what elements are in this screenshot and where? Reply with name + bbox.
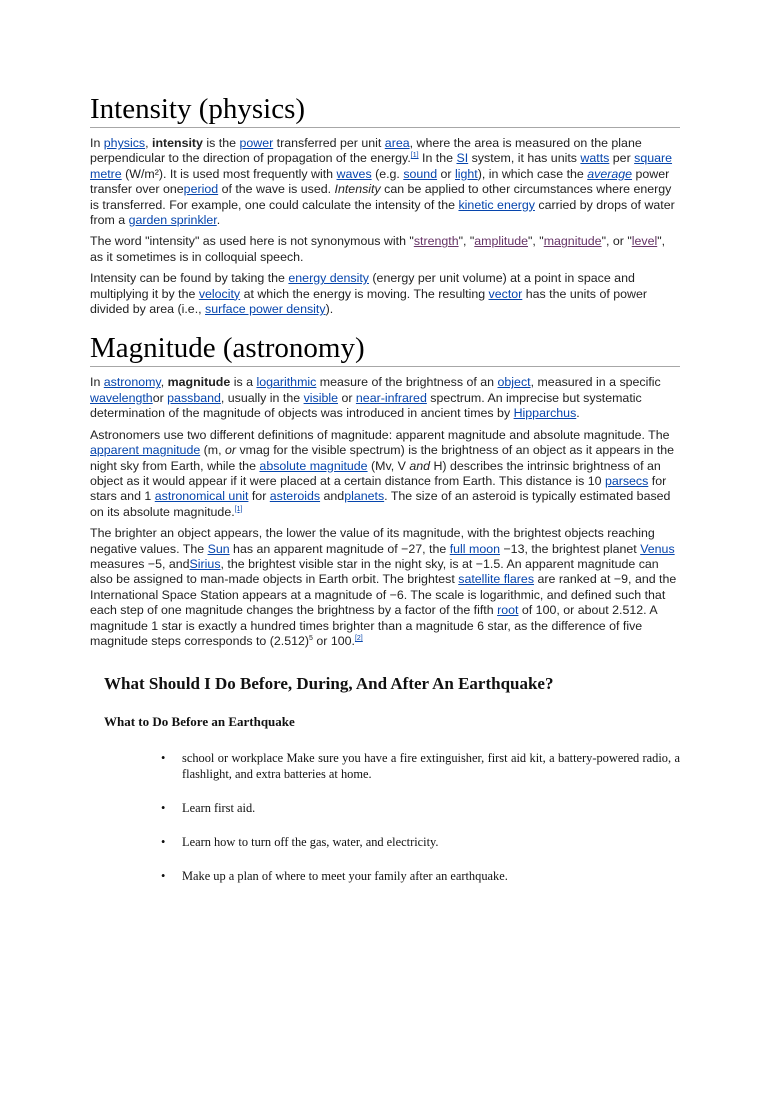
link-velocity[interactable]: velocity <box>198 286 241 301</box>
citation-link-1[interactable]: [1] <box>410 152 419 160</box>
text: or <box>437 166 455 181</box>
text: . The size of an asteroid is typically estimated based on its absolute magnitude. <box>90 489 671 519</box>
text: , the brightest visible star in the night sky, is at −1.5. An apparent magnitude can also be assigned to man-made objects in Earth orbit. The brightest <box>90 556 659 587</box>
italic-or: or <box>225 443 237 458</box>
text: , <box>145 136 152 150</box>
text: or <box>152 390 168 405</box>
italic-intensity: Intensity <box>334 182 381 197</box>
text: H) describes the intrinsic brightness of an object as it would appear if it were placed at a certain distance from Earth. This distance is 10 <box>90 458 661 488</box>
list-item <box>161 800 680 816</box>
text: is a <box>230 375 257 390</box>
section-magnitude <box>90 331 680 649</box>
citation-link-1[interactable]: [1] <box>234 505 243 513</box>
text: or <box>338 390 356 405</box>
link-si[interactable]: SI <box>456 151 469 166</box>
list-item-text: Learn first aid. <box>182 801 256 816</box>
link-astronomical-unit[interactable]: astronomical unit <box>154 489 249 504</box>
text: , usually in the <box>220 390 304 405</box>
list-item-text: school or workplace Make sure you have a fire extinguisher, first aid kit, a battery-powered radio, a flashlight, and extra batteries at home. <box>182 751 680 782</box>
link-satellite-flares[interactable]: satellite flares <box>458 572 535 587</box>
exponent: 5 <box>309 634 313 642</box>
text: In <box>90 136 104 150</box>
list-item <box>161 868 680 884</box>
bullet-icon: • <box>161 835 166 850</box>
text: can be applied to other circumstances where energy is transferred. For example, one could calculate the intensity of the <box>90 182 672 212</box>
magnitude-paragraph-2 <box>90 428 680 520</box>
link-planets[interactable]: planets <box>344 489 385 504</box>
text: ", or " <box>601 234 632 249</box>
text: transferred per unit <box>273 136 385 150</box>
link-amplitude[interactable]: amplitude <box>474 234 529 249</box>
intensity-paragraph-2 <box>90 234 680 265</box>
bold-intensity: intensity <box>152 136 203 150</box>
text: vmag for the visible spectrum) is the brightness of an object as it appears in the night sky from Earth, while the <box>90 443 675 473</box>
text: measures −5, and <box>90 556 190 571</box>
text: system, it has units <box>468 151 581 166</box>
heading-intensity: Intensity (physics) <box>90 92 680 128</box>
text: . <box>216 213 221 228</box>
link-parsecs[interactable]: parsecs <box>604 473 649 488</box>
link-venus[interactable]: Venus <box>640 541 675 556</box>
link-logarithmic[interactable]: logarithmic <box>256 375 317 390</box>
bullet-icon: • <box>161 801 166 816</box>
link-object[interactable]: object <box>497 375 531 390</box>
text: (e.g. <box>371 166 404 181</box>
text: for stars and 1 <box>90 473 667 504</box>
link-asteroids[interactable]: asteroids <box>269 489 321 504</box>
link-passband[interactable]: passband <box>167 390 221 405</box>
subheading-before-earthquake: What to Do Before an Earthquake <box>104 714 295 730</box>
text: or 100. <box>312 633 355 648</box>
link-root[interactable]: root <box>497 603 519 618</box>
link-physics[interactable]: physics <box>103 136 146 150</box>
text: (energy per unit volume) at a point in space and multiplying it by the <box>90 271 635 301</box>
link-power[interactable]: power <box>239 136 274 150</box>
magnitude-paragraph-3 <box>90 526 680 649</box>
text: of 100, or about 2.512. A magnitude 1 star is exactly a hundred times brighter than a magnitude 6 star, as the difference of five magnitude steps corresponds to (2.512) <box>90 603 657 648</box>
list-item-text: Learn how to turn off the gas, water, and electricity. <box>182 835 439 850</box>
text: measure of the brightness of an <box>316 375 498 390</box>
text: Astronomers use two different definitions of magnitude: apparent magnitude and absolute magnitude. The <box>90 427 670 442</box>
text: (W/m²). It is used most frequently with <box>121 166 337 181</box>
link-level[interactable]: level <box>631 234 658 249</box>
text: for <box>248 489 270 504</box>
text: The brighter an object appears, the lower the value of its magnitude, with the brightest objects reaching negative values. The <box>90 526 655 556</box>
link-near-infrared[interactable]: near-infrared <box>355 390 427 405</box>
link-wavelength[interactable]: wavelength <box>90 390 153 405</box>
text: In the <box>418 151 457 166</box>
text: ", " <box>458 234 475 249</box>
earthquake-list <box>90 750 680 884</box>
text: of the wave is used. <box>218 182 335 197</box>
text: (m, <box>200 443 226 458</box>
link-kinetic-energy[interactable]: kinetic energy <box>458 197 535 212</box>
italic-and: and <box>409 458 431 473</box>
link-vector[interactable]: vector <box>488 286 523 301</box>
intensity-paragraph-3 <box>90 271 680 317</box>
link-absolute-magnitude[interactable]: absolute magnitude <box>259 458 368 473</box>
text: at which the energy is moving. The resulting <box>240 286 489 301</box>
heading-earthquake: What Should I Do Before, During, And After An Earthquake? <box>104 674 554 694</box>
link-visible[interactable]: visible <box>303 390 338 405</box>
text: , where the area is measured on the plane perpendicular to the direction of propagation of the energy. <box>90 136 642 166</box>
text: Intensity can be found by taking the <box>90 271 289 286</box>
link-astronomy[interactable]: astronomy <box>103 375 161 390</box>
text: ", as it sometimes is in colloquial speech. <box>90 234 666 264</box>
text: ). <box>325 302 334 317</box>
text: ), in which case the <box>477 166 588 181</box>
link-full-moon[interactable]: full moon <box>449 541 500 556</box>
link-area[interactable]: area <box>384 136 410 150</box>
bold-magnitude: magnitude <box>167 375 231 390</box>
link-surface-power-density[interactable]: surface power density <box>205 302 326 317</box>
text: carried by drops of water from a <box>90 197 675 228</box>
list-item <box>161 834 680 850</box>
magnitude-paragraph-1 <box>90 375 680 421</box>
link-light[interactable]: light <box>455 166 478 181</box>
link-sirius[interactable]: Sirius <box>189 556 221 571</box>
section-intensity <box>90 92 680 317</box>
link-strength[interactable]: strength <box>413 234 459 249</box>
text: has the units of power divided by area (i.e., <box>90 286 647 317</box>
link-sun[interactable]: Sun <box>207 541 230 556</box>
text: The word "intensity" as used here is not synonymous with " <box>90 234 414 249</box>
text: , <box>160 375 168 390</box>
heading-magnitude: Magnitude (astronomy) <box>90 331 680 367</box>
text: and <box>320 489 345 504</box>
link-magnitude[interactable]: magnitude <box>543 234 602 249</box>
bullet-icon: • <box>161 751 166 766</box>
intensity-paragraph-1 <box>90 136 680 228</box>
document-page <box>0 92 768 1116</box>
link-waves[interactable]: waves <box>336 166 372 181</box>
link-average[interactable]: average <box>587 166 633 181</box>
link-sound[interactable]: sound <box>403 166 438 181</box>
link-hipparchus[interactable]: Hipparchus <box>513 406 577 421</box>
section-earthquake <box>90 673 680 884</box>
list-item <box>161 750 680 782</box>
text: , measured in a specific <box>530 375 661 390</box>
text: has an apparent magnitude of −27, the <box>229 541 450 556</box>
link-square-metre[interactable]: square metre <box>90 151 673 181</box>
link-watts[interactable]: watts <box>580 151 610 166</box>
text: are ranked at −9, and the International Space Station appears at a magnitude of −6. The scale is logarithmic, and defined such that each step of one magnitude changes the brightness by a factor of the fifth <box>90 572 677 618</box>
text: spectrum. An imprecise but systematic determination of the magnitude of objects was introduced in ancient times by <box>90 390 642 421</box>
text: per <box>609 151 635 166</box>
text: is the <box>202 136 240 150</box>
text: −13, the brightest planet <box>500 541 641 556</box>
list-item-text: Make up a plan of where to meet your family after an earthquake. <box>182 869 508 884</box>
text: power transfer over one <box>90 166 670 197</box>
link-garden-sprinkler[interactable]: garden sprinkler <box>128 213 217 228</box>
link-apparent-magnitude[interactable]: apparent magnitude <box>90 443 201 458</box>
text: (Mv, V <box>367 458 410 473</box>
text: ", " <box>528 234 544 249</box>
link-energy-density[interactable]: energy density <box>288 271 369 286</box>
citation-link-2[interactable]: [2] <box>354 634 363 642</box>
text: In <box>90 375 104 390</box>
text: . <box>576 406 580 421</box>
bullet-icon: • <box>161 869 166 884</box>
link-period[interactable]: period <box>183 182 219 197</box>
